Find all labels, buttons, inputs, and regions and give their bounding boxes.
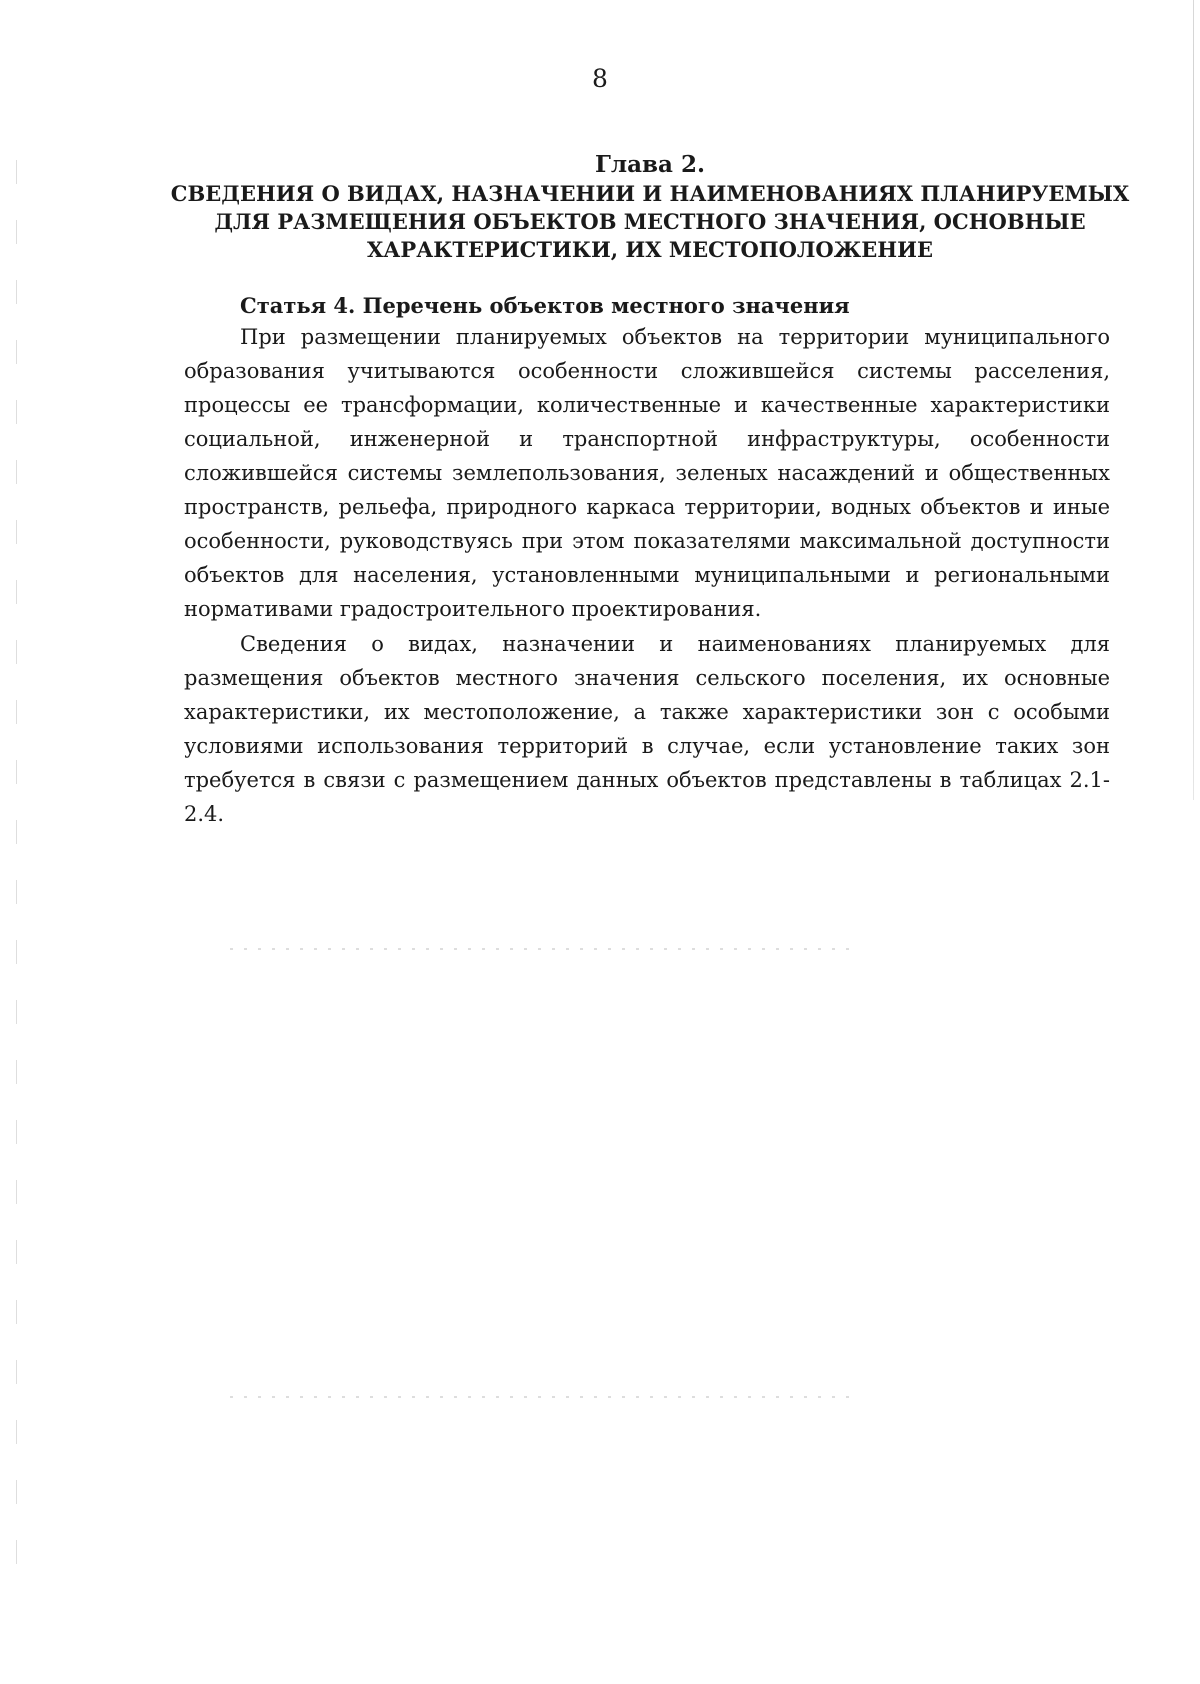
chapter-title-line-3: ХАРАКТЕРИСТИКИ, ИХ МЕСТОПОЛОЖЕНИЕ [367, 237, 933, 262]
scan-noise-line [230, 1396, 850, 1398]
page-number: 8 [592, 64, 608, 93]
chapter-title-line-2: ДЛЯ РАЗМЕЩЕНИЯ ОБЪЕКТОВ МЕСТНОГО ЗНАЧЕНИЯ, ОСНОВНЫЕ [214, 209, 1086, 234]
scan-edge-right [1193, 0, 1194, 800]
article-paragraph-1: При размещении планируемых объектов на территории муниципального образования учитываются особенности сложившейся системы расселения, процессы ее трансформации, количественные и качественные характеристики социальной, инженерной и транспортной инфраструктуры, особенности сложившейся системы землепользования, зеленых насаждений и общественных пространств, рельефа, природного каркаса территории, водных объектов и иные особенности, руководствуясь при этом показателями максимальной доступности объектов для населения, установленными муниципальными и региональными нормативами градостроительного проектирования. [184, 325, 1110, 621]
article-heading: Статья 4. Перечень объектов местного значения [240, 293, 850, 318]
scan-edge-left [16, 160, 17, 1600]
scan-noise-line [230, 948, 850, 950]
chapter-heading [150, 150, 1150, 264]
chapter-label: Глава 2. [595, 151, 705, 178]
chapter-title-line-1: СВЕДЕНИЯ О ВИДАХ, НАЗНАЧЕНИИ И НАИМЕНОВАНИЯХ ПЛАНИРУЕМЫХ [170, 181, 1130, 206]
article-paragraph-2: Сведения о видах, назначении и наименованиях планируемых для размещения объектов местного значения сельского поселения, их основные характеристики, их местоположение, а также характеристики зон с особыми условиями использования территорий в случае, если установление таких зон требуется в связи с размещением данных объектов представлены в таблицах 2.1-2.4. [184, 632, 1110, 826]
